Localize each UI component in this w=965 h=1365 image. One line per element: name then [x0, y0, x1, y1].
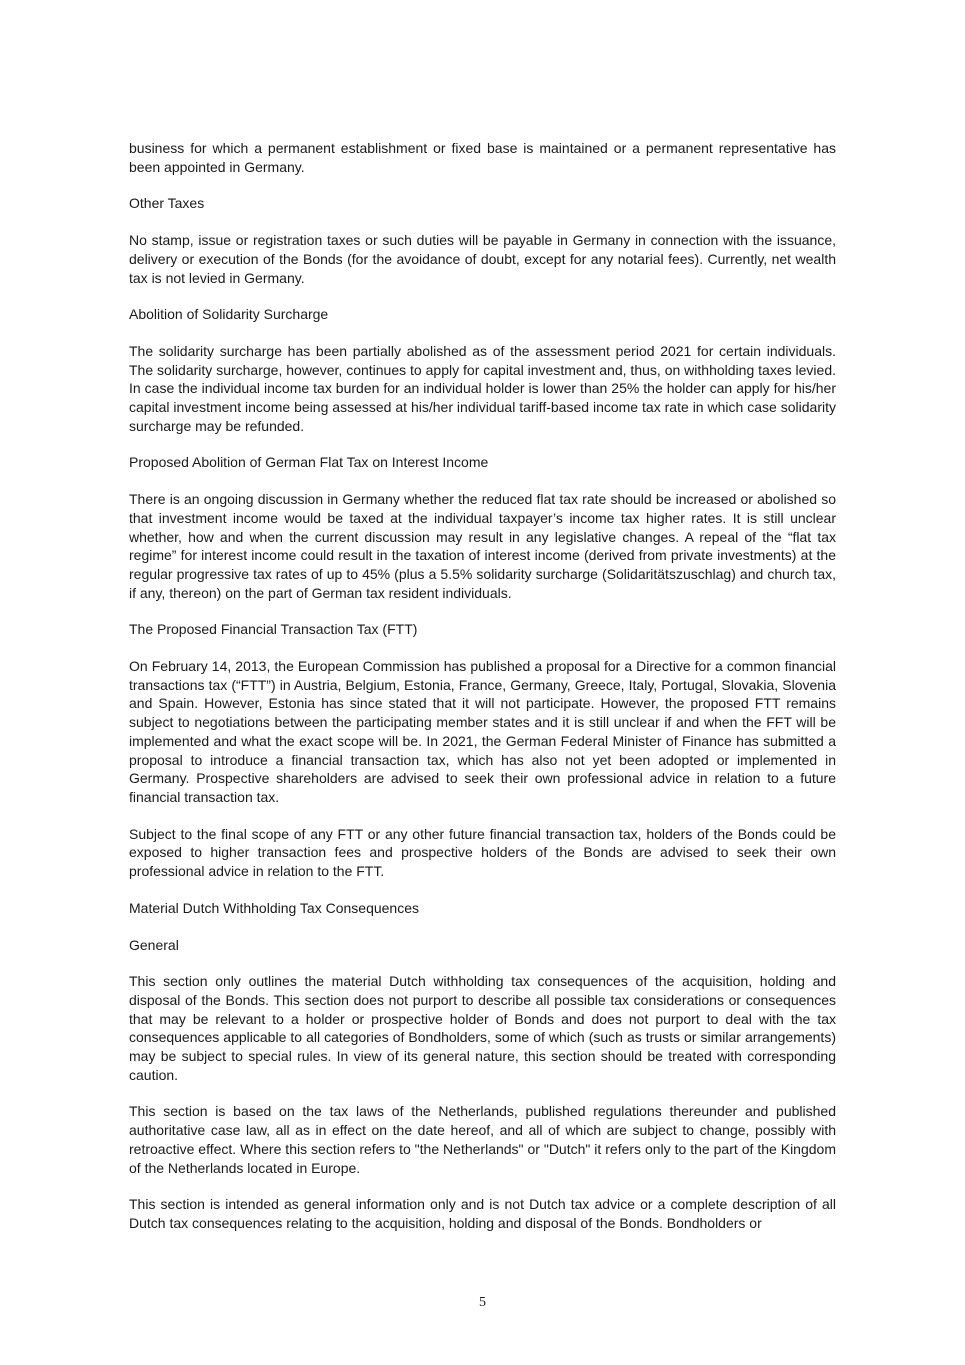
heading-other-taxes: Other Taxes: [129, 195, 205, 212]
paragraph-dutch-basis: This section is based on the tax laws of the Netherlands, published regulations thereunder and published authoritative case law, all as in effect on the date hereof, and all of which are subject to change, possibly with retroactive effect. Where this section refers to "the Netherlands" or "Dutch" it refers only to the part of the Kingdom of the Netherlands located in Europe.: [129, 1103, 836, 1176]
paragraph-flat-tax: There is an ongoing discussion in Germany whether the reduced flat tax rate should be increased or abolished so that investment income would be taxed at the individual taxpayer’s income tax higher rates. It is still unclear whether, how and when the current discussion may result in any legislative changes. A repeal of the “flat tax regime” for interest income could result in the taxation of interest income (derived from private investments) at the regular progressive tax rates of up to 45% (plus a 5.5% solidarity surcharge (Solidaritätszuschlag) and church tax, if any, thereon) on the part of German tax resident individuals.: [129, 491, 836, 601]
heading-general: General: [129, 936, 179, 953]
heading-solidarity-surcharge: Abolition of Solidarity Surcharge: [129, 306, 329, 323]
paragraph-solidarity-surcharge: The solidarity surcharge has been partially abolished as of the assessment period 2021 for certain individuals. The solidarity surcharge, however, continues to apply for capital investment and, thus, on withholding taxes levied. In case the individual income tax burden for an individual holder is lower than 25% the holder can apply for his/her capital investment income being assessed at his/her individual tariff-based income tax rate in which case solidarity surcharge may be refunded.: [129, 342, 836, 434]
paragraph-permanent-establishment: business for which a permanent establishment or fixed base is maintained or a permanent representative has been appointed in Germany.: [129, 140, 836, 175]
paragraph-ftt-scope: Subject to the final scope of any FTT or any other future financial transaction tax, holders of the Bonds could be exposed to higher transaction fees and prospective holders of the Bonds are advised to seek their own professional advice in relation to the FTT.: [129, 825, 836, 880]
heading-flat-tax: Proposed Abolition of German Flat Tax on Interest Income: [129, 454, 489, 471]
paragraph-dutch-outline: This section only outlines the material Dutch withholding tax consequences of the acquisition, holding and disposal of the Bonds. This section does not purport to describe all possible tax considerations or consequences that may be relevant to a holder or prospective holder of Bonds and does not purport to deal with the tax consequences applicable to all categories of Bondholders, some of which (such as trusts or similar arrangements) may be subject to special rules. In view of its general nature, this section should be treated with corresponding caution.: [129, 973, 836, 1083]
paragraph-dutch-general-info: This section is intended as general information only and is not Dutch tax advice or a complete description of all Dutch tax consequences relating to the acquisition, holding and disposal of the Bonds. Bondholders or: [129, 1196, 836, 1231]
heading-dutch-withholding: Material Dutch Withholding Tax Consequences: [129, 899, 420, 916]
page-number: 5: [479, 1295, 486, 1310]
paragraph-ftt-proposal: On February 14, 2013, the European Commission has published a proposal for a Directive for a common financial transactions tax (“FTT”) in Austria, Belgium, Estonia, France, Germany, Greece, Italy, Portugal, Slovakia, Slovenia and Spain. However, Estonia has since stated that it will not participate. However, the proposed FTT remains subject to negotiations between the participating member states and it is still unclear if and when the FFT will be implemented and what the exact scope will be. In 2021, the German Federal Minister of Finance has submitted a proposal to introduce a financial transaction tax, which has also not yet been adopted or implemented in Germany. Prospective shareholders are advised to seek their own professional advice in relation to a future financial transaction tax.: [129, 658, 836, 805]
document-body: [129, 139, 836, 1251]
paragraph-other-taxes: No stamp, issue or registration taxes or such duties will be payable in Germany in connection with the issuance, delivery or execution of the Bonds (for the avoidance of doubt, except for any notarial fees). Currently, net wealth tax is not levied in Germany.: [129, 232, 836, 286]
heading-ftt: The Proposed Financial Transaction Tax (FTT): [129, 621, 418, 638]
